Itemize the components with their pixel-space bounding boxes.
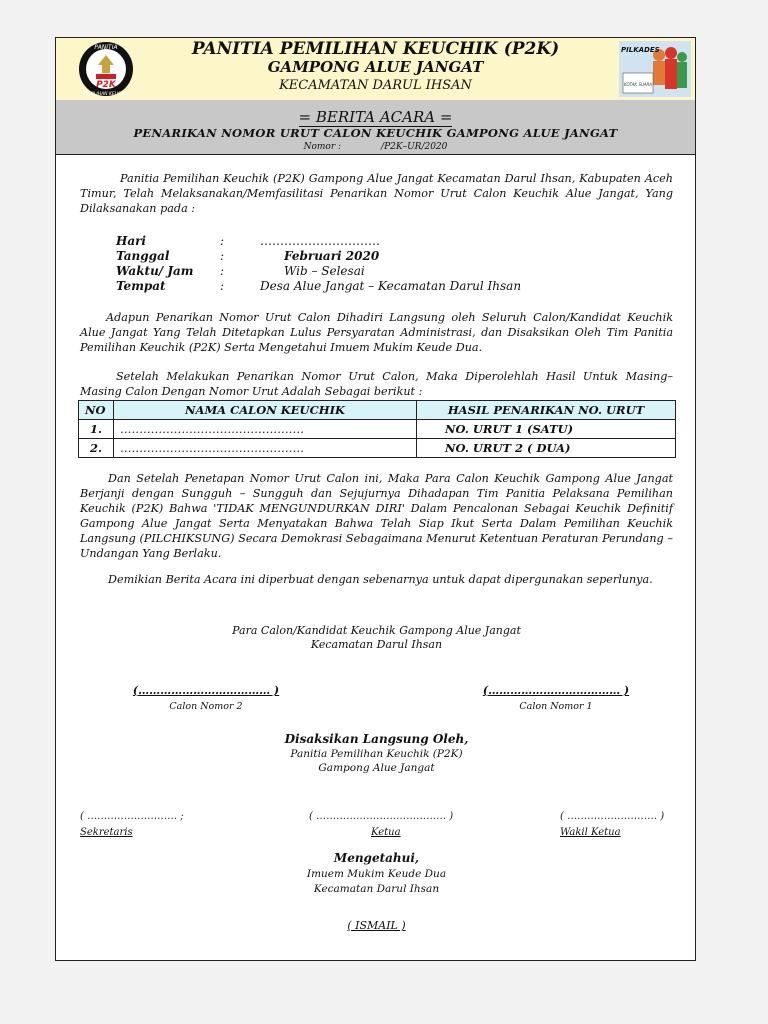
- intro-paragraph: Panitia Pemilihan Keuchik (P2K) Gampong Alue Jangat Kecamatan Darul Ihsan, Kabupaten Aceh Timur, Telah Melaksanakan/Memfasilitasi Penarikan Nomor Urut Calon Keuchik Alue Jangat, Yang Dilaksanakan pada :: [80, 172, 673, 215]
- row-result: NO. URUT 2 ( DUA): [417, 439, 676, 458]
- time-colon: :: [220, 264, 225, 278]
- vice-chair-signature-line: ( ……………………… ): [560, 811, 665, 822]
- row-no: 1.: [79, 420, 114, 439]
- candidate2-label: Calon Nomor 2: [169, 701, 243, 712]
- table-row: [79, 420, 676, 439]
- date-value: Februari 2020: [284, 249, 380, 263]
- table-header-row: [79, 401, 676, 420]
- header-no: NO: [79, 401, 114, 420]
- report-number: [56, 142, 695, 152]
- row-no: 2.: [79, 439, 114, 458]
- day-colon: :: [220, 234, 225, 248]
- time-label: Waktu/ Jam: [116, 264, 194, 278]
- district-title: KECAMATAN DARUL IHSAN: [279, 78, 472, 93]
- report-subject: PENARIKAN NOMOR URUT CALON KEUCHIK GAMPONG ALUE JANGAT: [133, 126, 618, 140]
- candidates-line2: Kecamatan Darul Ihsan: [310, 638, 443, 651]
- letterhead: [56, 38, 695, 101]
- report-title-text: = BERITA ACARA =: [298, 108, 453, 126]
- schedule-date: [116, 249, 379, 263]
- row-name: …………………………………………: [114, 420, 417, 439]
- approval-line2: Kecamatan Darul Ihsan: [313, 883, 440, 895]
- commitment-paragraph: Dan Setelah Penetapan Nomor Urut Calon ini, Maka Para Calon Keuchik Gampong Alue Jangat Berjanji dengan Sungguh – Sungguh dan Sejujurnya Dihadapan Tim Panitia Pelaksana Pemilihan Keuchik (P2K) Bahwa 'TIDAK MENGUNDURKAN DIRI' Dalam Pencalonan Sebagai Keuchik Definitif Gampong Alue Jangat Serta Menyatakan Bahwa Telah Siap Ikut Serta Dalam Pemilihan Keuchik Langsung (PILCHIKSUNG) Secara Demokrasi Sebagaimana Menurut Ketentuan Peraturan Perundang – Undangan Yang Berlaku.: [80, 472, 673, 560]
- schedule-day: [116, 234, 380, 248]
- report-title: [56, 108, 695, 126]
- nomor-label: Nomor :: [303, 142, 342, 152]
- approval-line1: Imuem Mukim Keude Dua: [306, 868, 447, 880]
- day-value: …………………………: [260, 234, 380, 248]
- header-name: NAMA CALON KEUCHIK: [114, 401, 417, 420]
- candidate1-signature-line: (……………………………… ): [482, 684, 630, 697]
- secretary-role: Sekretaris: [80, 827, 133, 838]
- logo-mid-text: P2K: [96, 80, 116, 90]
- ballot-box-text: KOTAK SUARA: [623, 82, 653, 87]
- attendance-paragraph: Adapun Penarikan Nomor Urut Calon Dihadiri Langsung oleh Seluruh Calon/Kandidat Keuchik Alue Jangat Yang Telah Ditetapkan Lulus Persyaratan Administrasi, dan Disaksikan Oleh Tim Panitia Pemilihan Keuchik (P2K) Serta Mengetahui Imuem Mukim Keude Dua.: [80, 311, 673, 354]
- vice-chair-role: Wakil Ketua: [560, 827, 621, 838]
- date-colon: :: [220, 249, 225, 263]
- result-intro-paragraph: Setelah Melakukan Penarikan Nomor Urut Calon, Maka Diperolehlah Hasil Untuk Masing–Masing Calon Dengan Nomor Urut Adalah Sebagai berikut :: [80, 370, 673, 398]
- row-name: …………………………………………: [114, 439, 417, 458]
- secretary-signature-line: ( ……………………… ;: [80, 811, 184, 822]
- pilkades-text: PILKADES: [621, 46, 660, 54]
- time-value: Wib – Selesai: [284, 264, 365, 278]
- witness-line2: Gampong Alue Jangat: [318, 762, 435, 774]
- candidates-line1: Para Calon/Kandidat Keuchik Gampong Alue Jangat: [232, 624, 521, 637]
- date-label: Tanggal: [116, 249, 170, 263]
- draw-results-table: [78, 400, 676, 458]
- committee-title: PANITIA PEMILIHAN KEUCHIK (P2K): [191, 39, 560, 59]
- candidate2-signature-line: (……………………………… ): [132, 684, 280, 697]
- place-label: Tempat: [116, 279, 166, 293]
- table-row: [79, 439, 676, 458]
- place-colon: :: [220, 279, 225, 293]
- row-result: NO. URUT 1 (SATU): [417, 420, 676, 439]
- approval-title: Mengetahui,: [333, 851, 420, 865]
- chair-role: Ketua: [371, 827, 401, 838]
- place-value: Desa Alue Jangat – Kecamatan Darul Ihsan: [260, 279, 522, 293]
- chair-signature-line: ( ………………………………… ): [309, 811, 454, 822]
- nomor-value: /P2K–UR/2020: [381, 142, 448, 152]
- title-band: [56, 100, 695, 155]
- day-label: Hari: [116, 234, 146, 248]
- logo-bottom-text: PEMILIHAN KEUCHIK: [83, 92, 129, 97]
- witness-line1: Panitia Pemilihan Keuchik (P2K): [290, 748, 463, 760]
- candidate1-label: Calon Nomor 1: [519, 701, 593, 712]
- pilkades-illustration: [619, 41, 691, 97]
- closing-paragraph: Demikian Berita Acara ini diperbuat dengan sebenarnya untuk dapat dipergunakan seperlunya.: [108, 573, 653, 586]
- approver-name: ( ISMAIL ): [347, 919, 406, 932]
- document-page: [55, 37, 696, 961]
- schedule-time: [116, 264, 365, 278]
- village-title: GAMPONG ALUE JANGAT: [267, 58, 484, 76]
- schedule-place: [116, 279, 521, 293]
- logo-top-text: PANITIA: [94, 44, 118, 51]
- header-result: HASIL PENARIKAN NO. URUT: [417, 401, 676, 420]
- witness-title: Disaksikan Langsung Oleh,: [284, 732, 469, 746]
